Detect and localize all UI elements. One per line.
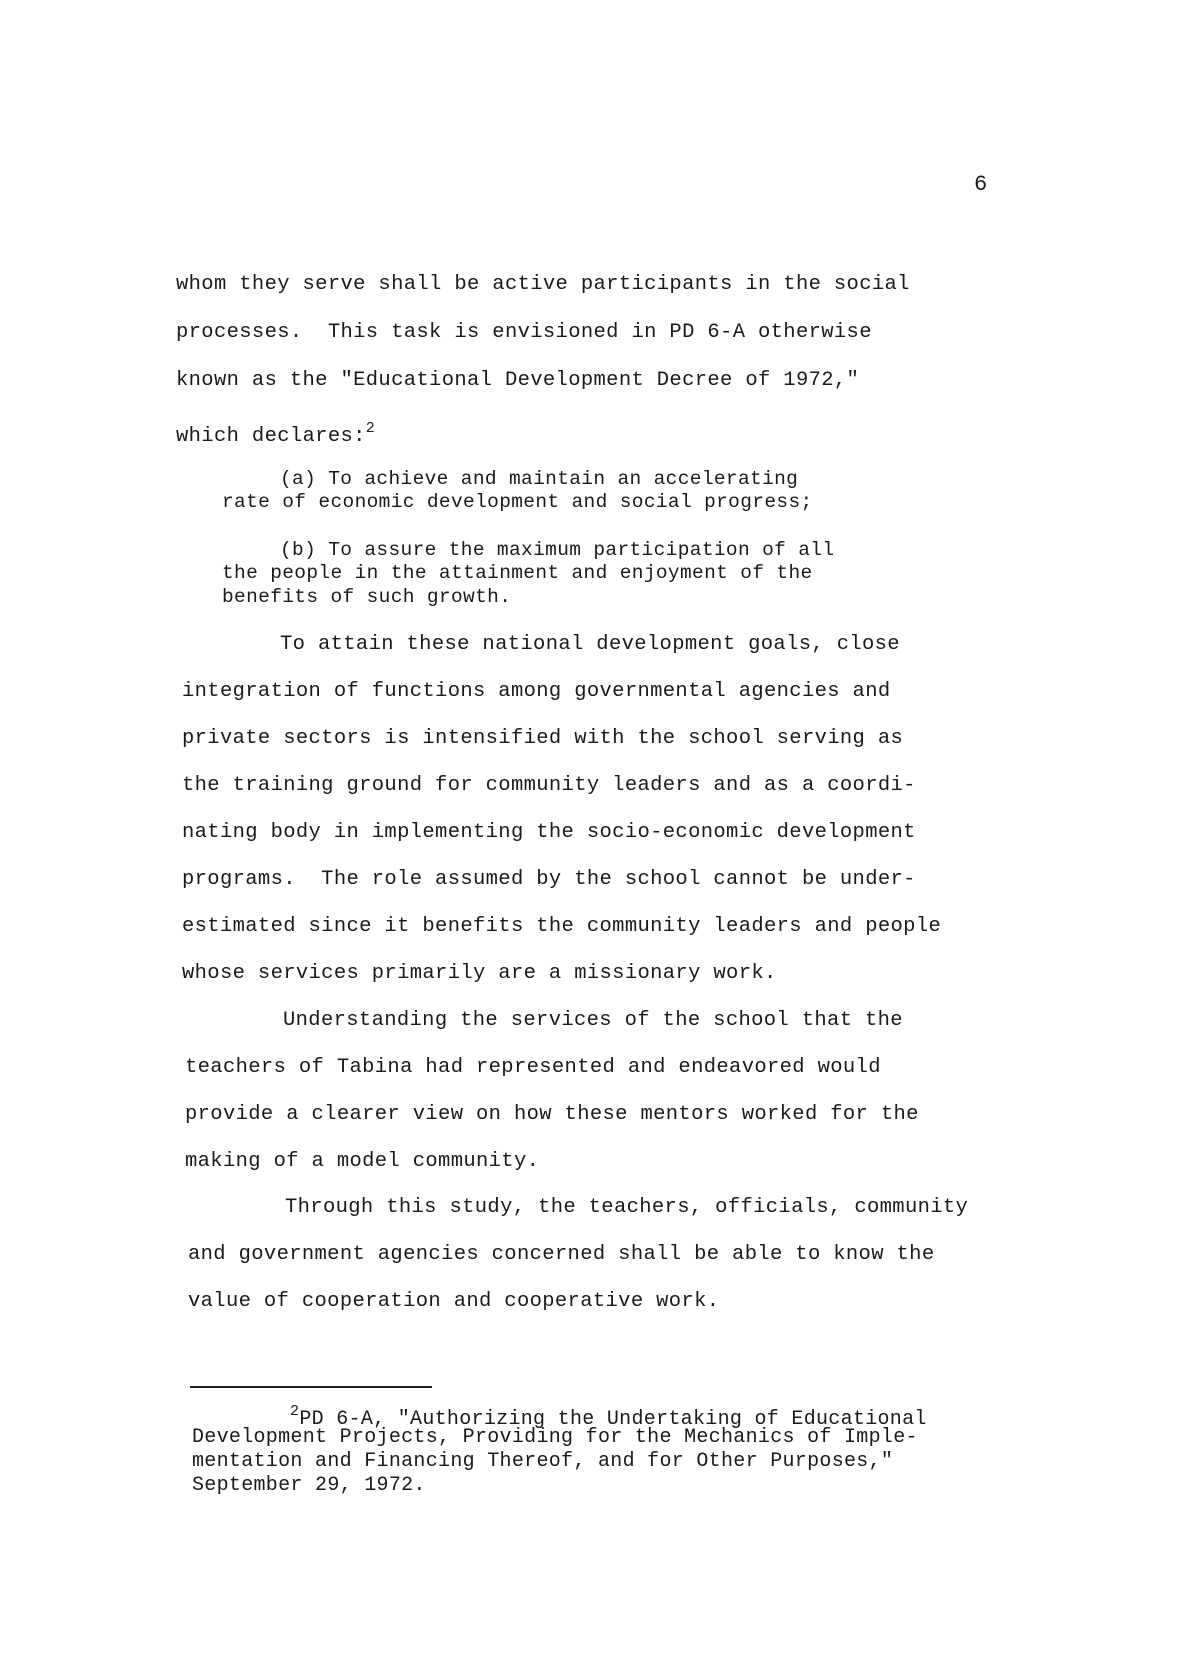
quote-item-b-line-2: the people in the attainment and enjoyment of the	[222, 562, 813, 584]
paragraph2-line-4: the training ground for community leaders and as a coordi-	[182, 774, 916, 797]
paragraph2-line-8: whose services primarily are a missionary work.	[182, 962, 777, 985]
quote-item-b-line-1: (b) To assure the maximum participation of all	[280, 539, 835, 561]
footnote-line-3: mentation and Financing Thereof, and for Other Purposes,"	[192, 1450, 894, 1473]
paragraph3-line-3: provide a clearer view on how these mentors worked for the	[185, 1103, 919, 1126]
paragraph3-line-2: teachers of Tabina had represented and endeavored would	[185, 1056, 881, 1079]
paragraph1-line-4	[176, 421, 375, 448]
paragraph2-line-6: programs. The role assumed by the school cannot be under-	[182, 868, 916, 891]
footnote-line-4: September 29, 1972.	[192, 1474, 426, 1497]
paragraph2-line-7: estimated since it benefits the community leaders and people	[182, 915, 942, 938]
quote-item-a-line-2: rate of economic development and social progress;	[222, 491, 813, 513]
paragraph2-line-2: integration of functions among governmental agencies and	[182, 680, 891, 703]
paragraph2-line-5: nating body in implementing the socio-economic development	[182, 821, 916, 844]
paragraph1-line-4-text: which declares:	[176, 425, 366, 448]
paragraph1-line-1: whom they serve shall be active participants in the social	[176, 273, 910, 296]
footnote-rule	[190, 1386, 432, 1388]
quote-item-a-line-1: (a) To achieve and maintain an accelerating	[280, 468, 799, 490]
page-number: 6	[974, 172, 988, 197]
footnote-reference: 2	[365, 420, 376, 437]
paragraph2-line-3: private sectors is intensified with the school serving as	[182, 727, 904, 750]
paragraph4-line-2: and government agencies concerned shall be able to know the	[188, 1243, 935, 1266]
paragraph1-line-2: processes. This task is envisioned in PD 6-A otherwise	[176, 321, 872, 344]
paragraph4-line-1: Through this study, the teachers, officials, community	[285, 1196, 969, 1219]
footnote-line-1-text: PD 6-A, "Authorizing the Undertaking of Educational	[299, 1408, 927, 1431]
paragraph4-line-3: value of cooperation and cooperative work.	[188, 1290, 720, 1313]
paragraph3-line-1: Understanding the services of the school that the	[283, 1009, 903, 1032]
footnote-marker: 2	[290, 1403, 300, 1420]
paragraph1-line-3: known as the "Educational Development Decree of 1972,"	[176, 369, 860, 392]
paragraph3-line-4: making of a model community.	[185, 1150, 540, 1173]
footnote-line-2: Development Projects, Providing for the Mechanics of Imple-	[192, 1426, 918, 1449]
quote-item-b-line-3: benefits of such growth.	[222, 586, 512, 608]
paragraph2-line-1: To attain these national development goals, close	[280, 633, 900, 656]
